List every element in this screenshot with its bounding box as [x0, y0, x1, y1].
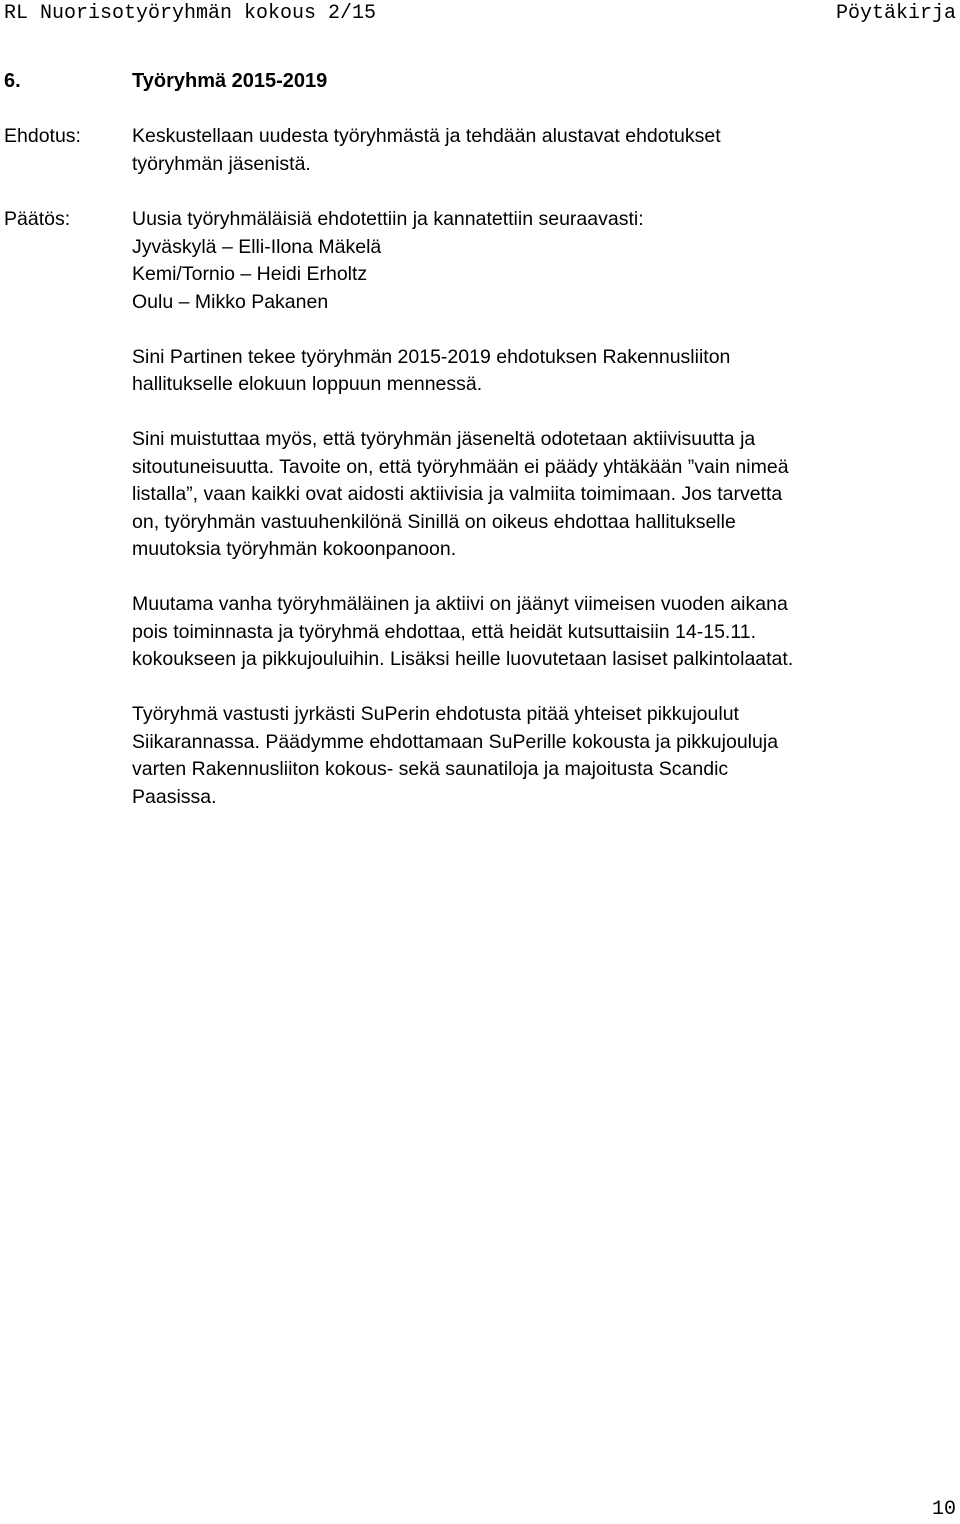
- text-line: varten Rakennusliiton kokous- sekä saunatiloja ja majoitusta Scandic: [132, 758, 729, 780]
- paragraph: [132, 426, 932, 564]
- text-line: Siikarannassa. Päädymme ehdottamaan SuPerille kokousta ja pikkujouluja: [132, 730, 779, 753]
- text-line: Sini Partinen tekee työryhmän 2015-2019 ehdotuksen Rakennusliiton: [132, 345, 731, 368]
- text-line: työryhmän jäsenistä.: [132, 152, 311, 175]
- text-line: on, työryhmän vastuuhenkilönä Sinillä on oikeus ehdottaa hallitukselle: [132, 510, 736, 533]
- paragraph: [132, 344, 932, 399]
- paatos-text: [132, 206, 932, 839]
- text-line: Työryhmä vastusti jyrkästi SuPerin ehdotusta pitää yhteiset pikkujoulut: [132, 703, 739, 725]
- text-line: Muutama vanha työryhmäläinen ja aktiivi on jäänyt viimeisen vuoden aikana: [132, 593, 788, 615]
- text-line: Oulu – Mikko Pakanen: [132, 290, 329, 313]
- section-heading: [4, 68, 327, 96]
- document-type-label: Pöytäkirja: [835, 2, 956, 25]
- section-number: 6.: [4, 70, 21, 92]
- text-line: Kemi/Tornio – Heidi Erholtz: [132, 263, 368, 285]
- paragraph: [132, 701, 932, 811]
- ehdotus-label: Ehdotus:: [4, 125, 81, 147]
- document-header-title: RL Nuorisotyöryhmän kokous 2/15: [4, 2, 377, 25]
- paragraph: [132, 591, 932, 674]
- text-line: pois toiminnasta ja työryhmä ehdottaa, että heidät kutsuttaisiin 14-15.11.: [132, 620, 757, 643]
- text-line: listalla”, vaan kaikki ovat aidosti aktiivisia ja valmiita toimimaan. Jos tarvetta: [132, 483, 783, 505]
- text-line: Uusia työryhmäläisiä ehdotettiin ja kannatettiin seuraavasti:: [132, 208, 644, 230]
- paatos-label: Päätös:: [4, 208, 71, 230]
- text-line: muutoksia työryhmän kokoonpanoon.: [132, 538, 457, 560]
- text-line: Jyväskylä – Elli-Ilona Mäkelä: [132, 235, 382, 258]
- text-line: hallitukselle elokuun loppuun mennessä.: [132, 373, 483, 395]
- text-line: Paasissa.: [132, 785, 217, 808]
- text-line: Keskustellaan uudesta työryhmästä ja tehdään alustavat ehdotukset: [132, 125, 721, 147]
- paragraph: [132, 206, 932, 316]
- text-line: sitoutuneisuutta. Tavoite on, että työryhmään ei päädy yhtäkään ”vain nimeä: [132, 455, 789, 478]
- section-title: Työryhmä 2015-2019: [132, 70, 328, 92]
- text-line: kokoukseen ja pikkujouluihin. Lisäksi heille luovutetaan lasiset palkintolaatat.: [132, 648, 794, 670]
- text-line: Sini muistuttaa myös, että työryhmän jäseneltä odotetaan aktiivisuutta ja: [132, 428, 756, 450]
- ehdotus-text: [132, 123, 932, 178]
- page-number: 10: [931, 1498, 956, 1521]
